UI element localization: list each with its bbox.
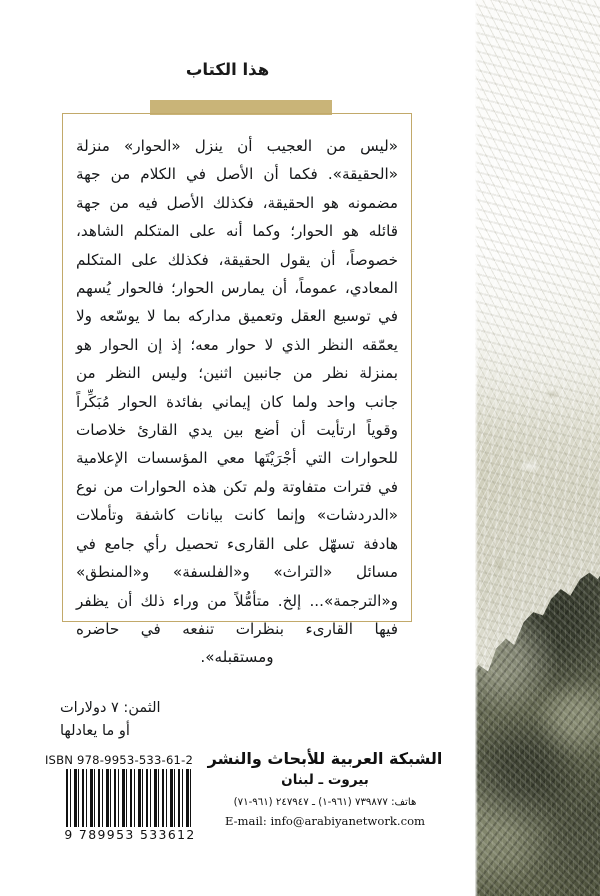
publisher-city: بيروت ـ لبنان [281,772,369,788]
publisher-block [195,748,455,830]
cover-photo-panel [475,0,600,896]
excerpt-text: «ليس من العجيب أن ينزل «الحوار» منزلة «الحقيقة». فكما أن الأصل في الكلام من جهة مضمونه هو الحقيقة، فكذلك الأصل فيه من جهة قائله هو الحوار؛ وكما أنه على المتكلم الشاهد، خصوصاً، أن يقول الحقيقة، فكذلك على المتكلم المعادي، عموماً، أن يمارس الحوار؛ فالحوار يُسهم في توسيع العقل وتعميق مداركه بما لا يوسّعه ولا يعمّقه النظر الذي لا حوار معه؛ إذ إن الحوار هو بمنزلة نظر من جانبين اثنين؛ وليس النظر من جانب واحد ولما كان إيماني بفائدة الحوار مُبَكِّراً وقوياً ارتأيت أن أضع بين يدي القارئ خلاصات للحوارات التي أجْرَيْتَها معي المؤسسات الإعلامية في فترات متفاوتة ولم تكن هذه الحوارات من نوع «الدردشات» وإنما كانت بيانات كاشفة وتأملات هادفة تسهّل على القارىء تحصيل رأي جامع في مسائل «التراث» و«الفلسفة» و«المنطق» و«الترجمة»... إلخ. متأمُّلاً من وراء ذلك أن يظفر فيها القارىء بنظرات تنفعه في حاضره ومستقبله». [76,137,398,667]
publisher-email: E-mail: info@arabiyanetwork.com [224,814,426,828]
isbn-number: ISBN 978-9953-533-61-2 [44,753,194,767]
publisher-name: الشبكة العربية للأبحاث والنشر [207,749,443,768]
page-title: هذا الكتاب [185,60,270,79]
barcode-image [66,769,192,827]
panel-left-edge-highlight [475,0,478,896]
price-block [60,697,235,743]
publisher-phone: هاتف: ٧٣٩٨٧٧ (٩٦١-١) ـ ٢٤٧٩٤٧ (٩٦١-٧١) [233,797,417,808]
barcode-digits: 9 789953 533612 [64,827,196,842]
price-line-1: الثمن: ٧ دولارات [60,700,161,716]
price-line-2: أو ما يعادلها [60,723,130,739]
